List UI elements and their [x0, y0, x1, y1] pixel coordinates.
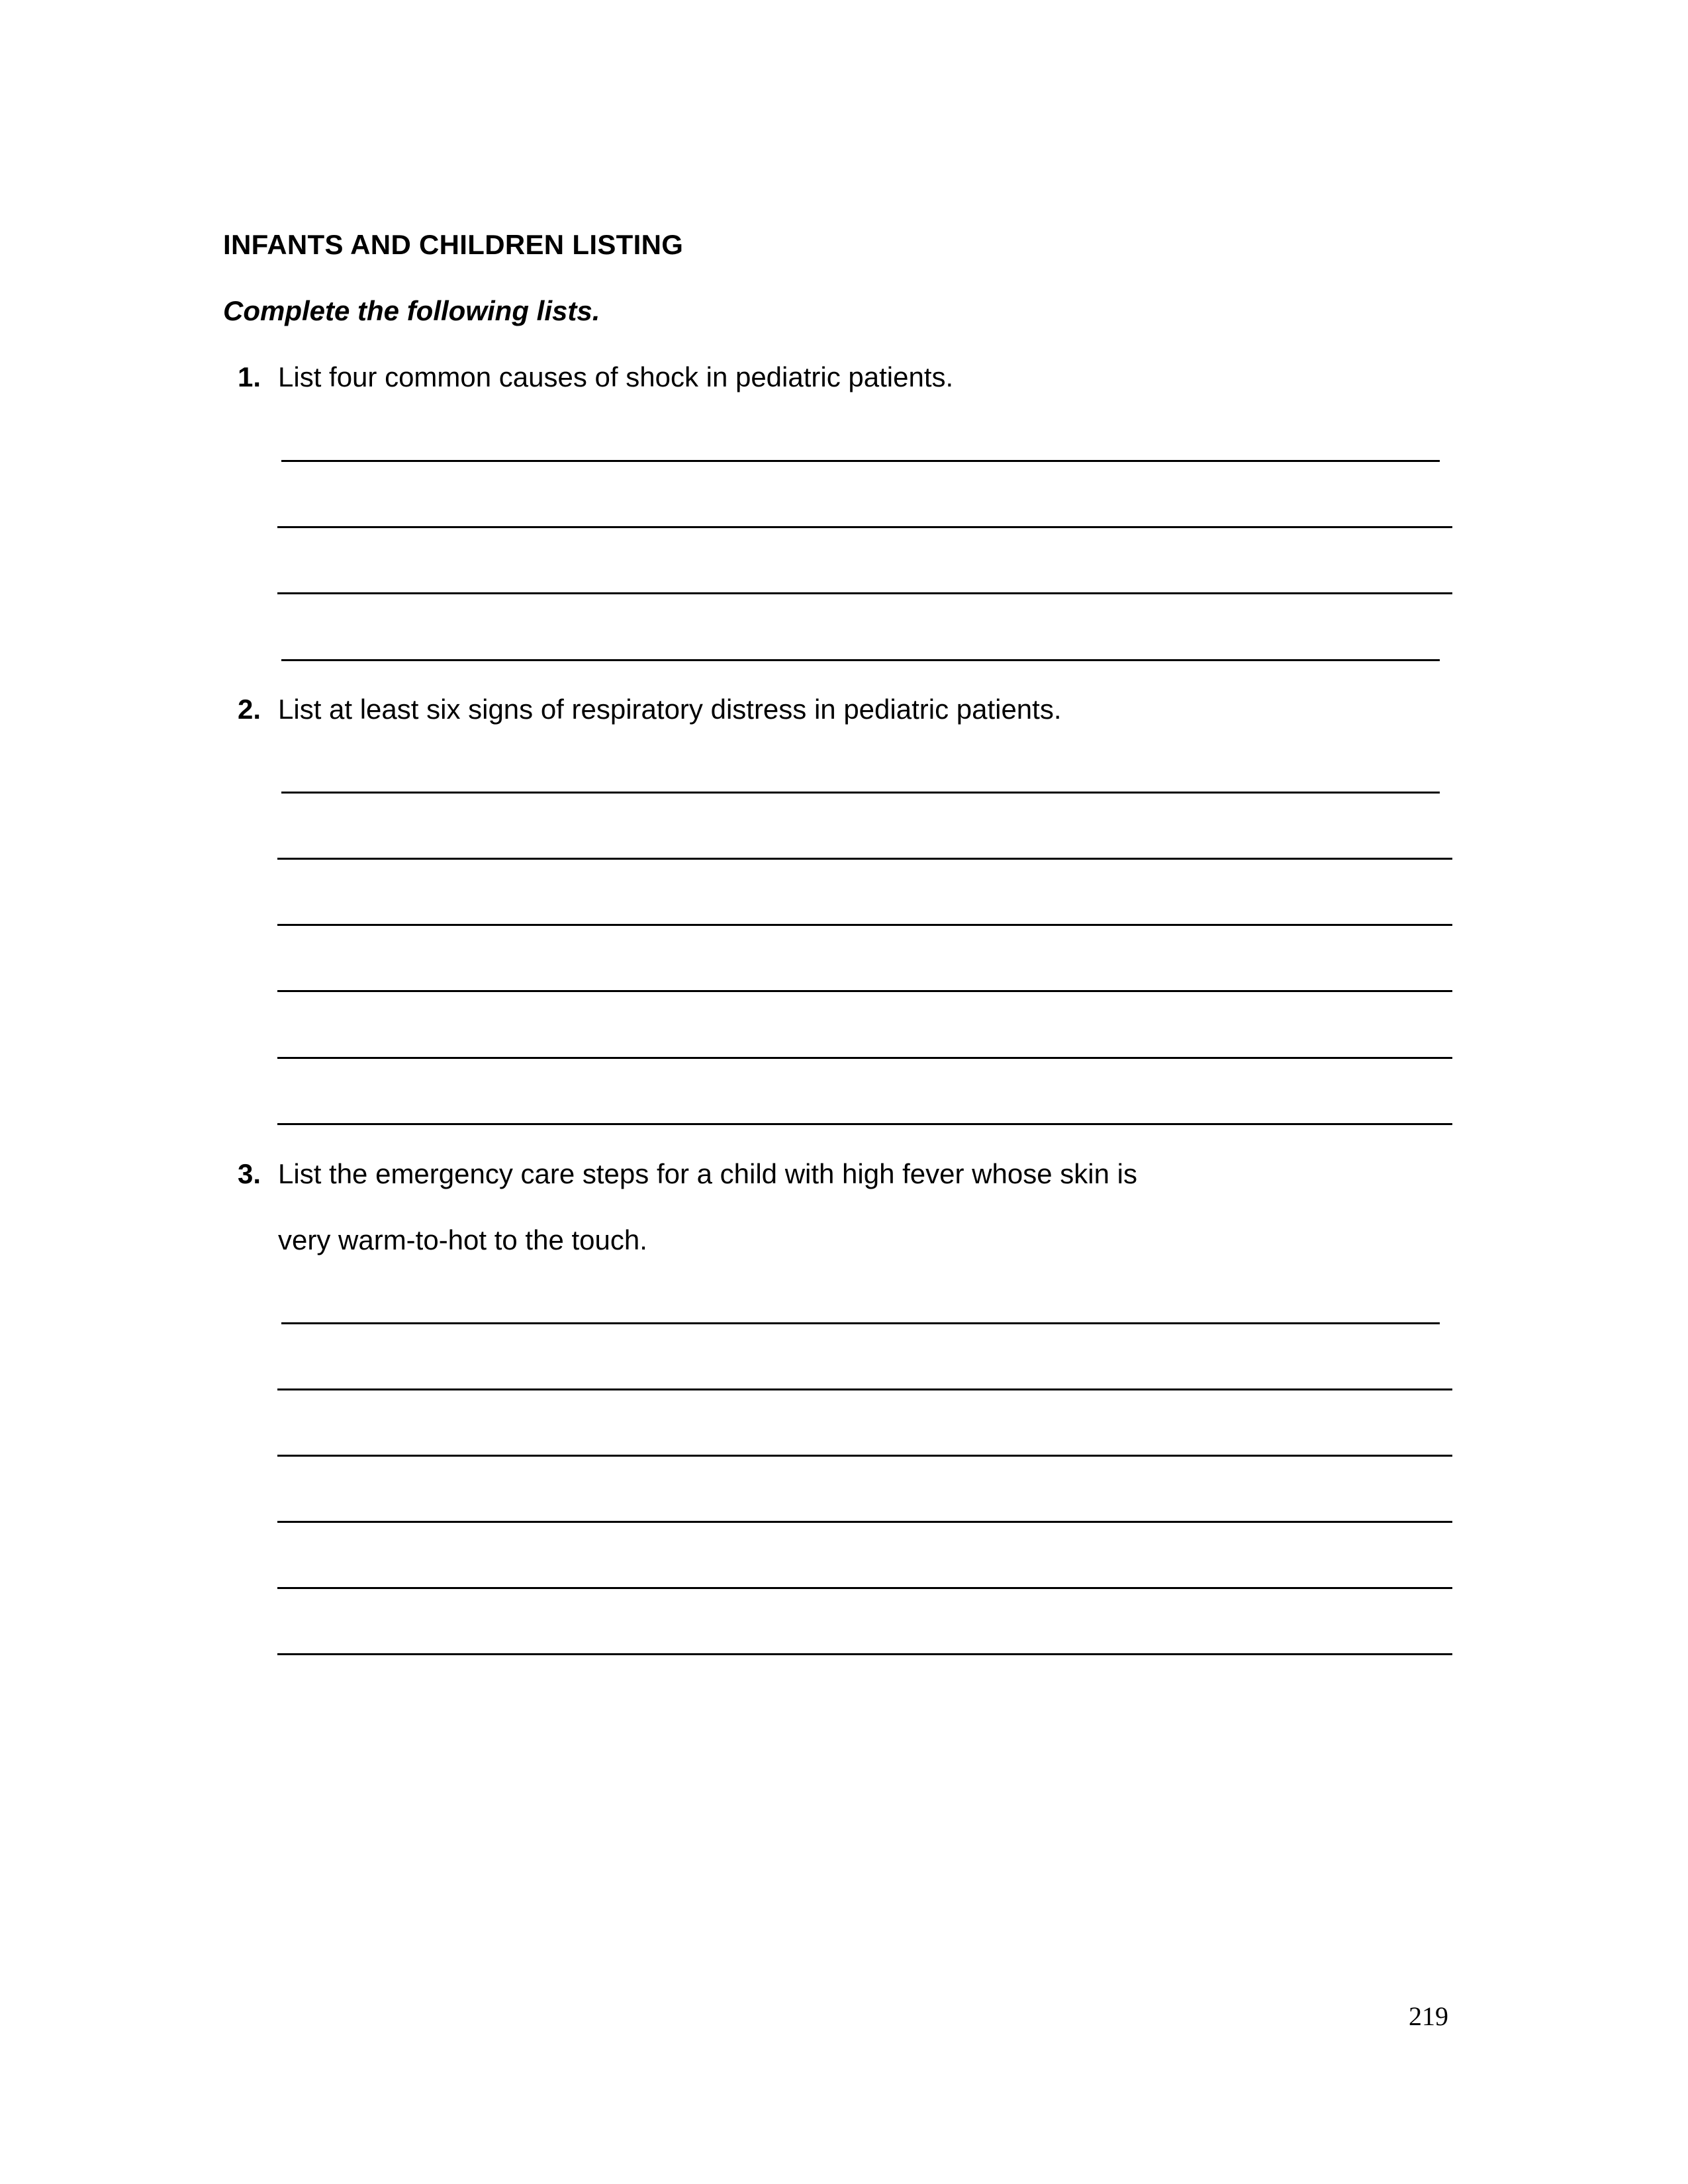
answer-line[interactable] [281, 659, 1440, 661]
answer-line[interactable] [277, 1057, 1452, 1059]
page-number: 219 [1409, 2001, 1448, 2031]
answer-line[interactable] [277, 526, 1452, 528]
answer-line[interactable] [277, 1123, 1452, 1125]
answer-line[interactable] [277, 858, 1452, 860]
section-heading: INFANTS AND CHILDREN LISTING [223, 229, 684, 260]
answer-line[interactable] [277, 1521, 1452, 1523]
question-1-text: List four common causes of shock in pediatric patients. [278, 361, 954, 392]
question-3-text-line-2: very warm-to-hot to the touch. [278, 1224, 647, 1255]
answer-line[interactable] [281, 460, 1440, 462]
answer-line[interactable] [277, 592, 1452, 594]
answer-line[interactable] [277, 1455, 1452, 1457]
answer-line[interactable] [277, 1388, 1452, 1390]
answer-line[interactable] [281, 792, 1440, 794]
question-1-number: 1. [238, 361, 261, 392]
answer-line[interactable] [277, 924, 1452, 926]
answer-line[interactable] [277, 990, 1452, 992]
question-3-number: 3. [238, 1158, 261, 1189]
question-2-number: 2. [238, 694, 261, 725]
instructions: Complete the following lists. [223, 295, 600, 326]
answer-line[interactable] [277, 1653, 1452, 1655]
question-3-text-line-1: List the emergency care steps for a child with high fever whose skin is [278, 1158, 1137, 1189]
question-2-text: List at least six signs of respiratory distress in pediatric patients. [278, 694, 1062, 725]
answer-line[interactable] [281, 1322, 1440, 1324]
answer-line[interactable] [277, 1587, 1452, 1589]
